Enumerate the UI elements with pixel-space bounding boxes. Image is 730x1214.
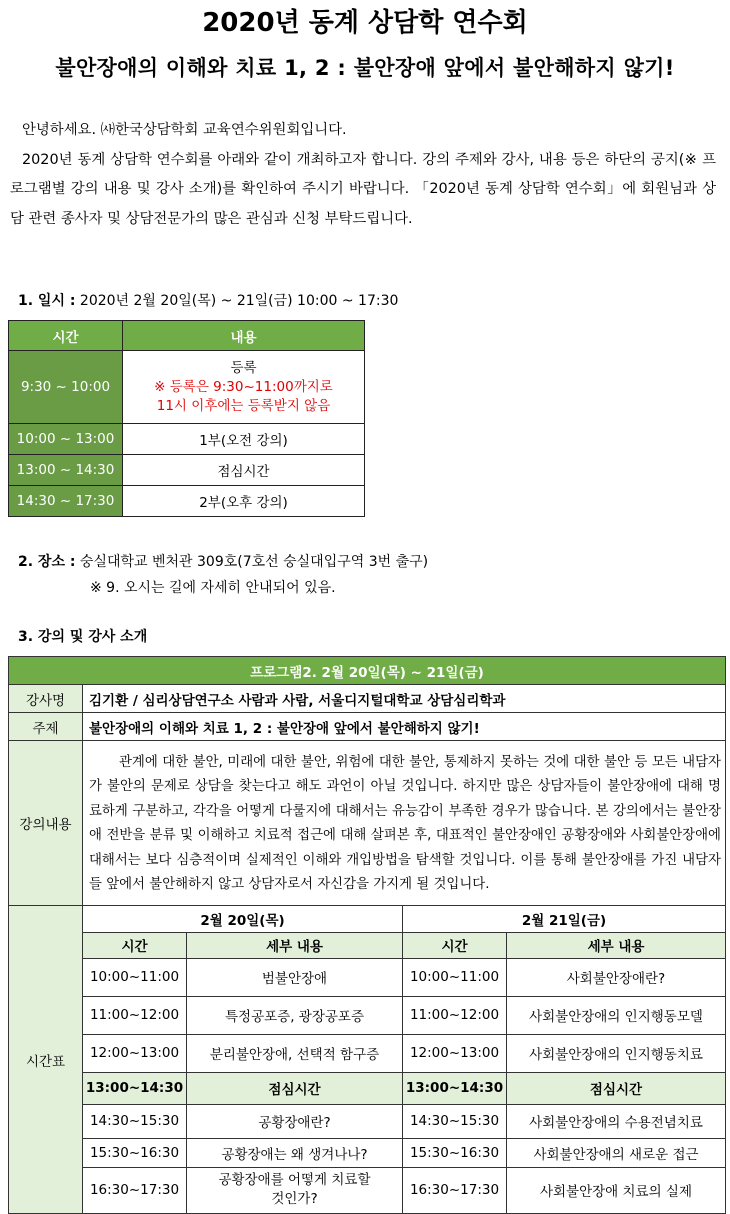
timetable-detail: 공황장애는 왜 생겨나나? (187, 1138, 403, 1167)
timetable-time: 16:30~17:30 (83, 1167, 187, 1213)
schedule-table (8, 320, 365, 517)
timetable-detail: 공황장애란? (187, 1104, 403, 1138)
schedule-note-1: ※ 등록은 9:30~11:00까지로 (154, 378, 333, 395)
intro-body: 2020년 동계 상담학 연수회를 아래와 같이 개최하고자 합니다. 강의 주제와 강사, 내용 등은 하단의 공지(※ 프로그램별 강의 내용 및 강사 소개)를 확인하여 주시기 바랍니다. 「2020년 동계 상담학 연수회」에 회원님과 상담 관련 종사자 및 상담전문가의 많은 관심과 신청 부탁드립니다. (10, 151, 716, 227)
timetable-detail: 사회불안장애의 수용전념치료 (507, 1104, 726, 1138)
timetable-col-time: 시간 (83, 932, 187, 958)
timetable-time: 11:00~12:00 (403, 996, 507, 1034)
timetable-day1: 2월 20일(목) (83, 906, 403, 932)
timetable-col-time: 시간 (403, 932, 507, 958)
timetable-col-detail: 세부 내용 (187, 932, 403, 958)
section-location-note: ※ 9. 오시는 길에 자세히 안내되어 있음. (90, 580, 336, 596)
section-datetime (18, 290, 398, 310)
topic-row (9, 713, 726, 741)
topic-value: 불안장애의 이해와 치료 1, 2 : 불안장애 앞에서 불안해하지 않기! (83, 713, 726, 741)
timetable-col-detail: 세부 내용 (507, 932, 726, 958)
schedule-time: 13:00 ~ 14:30 (9, 455, 123, 486)
timetable-time: 16:30~17:30 (403, 1167, 507, 1213)
timetable-entry (83, 1104, 725, 1138)
schedule-content-main: 등록 (230, 359, 257, 376)
timetable-day2: 2월 21일(금) (403, 906, 726, 932)
schedule-content (123, 351, 365, 424)
section-location-label: 2. 장소 : (18, 554, 76, 570)
content-label: 강의내용 (9, 741, 83, 906)
timetable-entry (83, 1034, 725, 1072)
schedule-row (9, 455, 365, 486)
timetable-col-row (83, 932, 725, 958)
content-row (9, 741, 726, 906)
schedule-content: 점심시간 (123, 455, 365, 486)
schedule-row (9, 486, 365, 517)
timetable-cell (83, 906, 726, 1214)
timetable-time: 11:00~12:00 (83, 996, 187, 1034)
timetable-detail: 점심시간 (187, 1072, 403, 1104)
section-location-value: 숭실대학교 벤처관 309호(7호선 숭실대입구역 3번 출구) (79, 554, 429, 570)
schedule-header-content: 내용 (123, 321, 365, 351)
section-datetime-value: 2020년 2월 20일(목) ~ 21일(금) 10:00 ~ 17:30 (79, 293, 399, 309)
topic-label: 주제 (9, 713, 83, 741)
timetable-day-row (83, 906, 725, 932)
timetable-time: 13:00~14:30 (403, 1072, 507, 1104)
timetable-entry (83, 1138, 725, 1167)
timetable-detail: 사회불안장애 치료의 실제 (507, 1167, 726, 1213)
instructor-row (9, 685, 726, 713)
timetable-time: 14:30~15:30 (403, 1104, 507, 1138)
timetable-detail: 사회불안장애의 새로운 접근 (507, 1138, 726, 1167)
timetable-detail: 사회불안장애의 인지행동모델 (507, 996, 726, 1034)
timetable-detail-line: 공황장애를 어떻게 치료할 (218, 1172, 371, 1189)
timetable-detail: 특정공포증, 광장공포증 (187, 996, 403, 1034)
timetable-entry (83, 1167, 725, 1213)
section-lecture-label: 3. 강의 및 강사 소개 (18, 629, 148, 645)
timetable-time: 12:00~13:00 (83, 1034, 187, 1072)
timetable-row (9, 906, 726, 1214)
schedule-time: 14:30 ~ 17:30 (9, 486, 123, 517)
timetable-time: 15:30~16:30 (403, 1138, 507, 1167)
timetable-detail: 사회불안장애란? (507, 958, 726, 996)
schedule-content: 1부(오전 강의) (123, 424, 365, 455)
timetable-time: 14:30~15:30 (83, 1104, 187, 1138)
schedule-note-2: 11시 이후에는 등록받지 않음 (156, 397, 331, 414)
section-location (18, 551, 428, 571)
schedule-header-row (9, 321, 365, 351)
content-text: 관계에 대한 불안, 미래에 대한 불안, 위험에 대한 불안, 통제하지 못하는 것에 대한 불안 등 모든 내담자가 불안의 문제로 상담을 찾는다고 해도 과언이 아닐 것입니다. 하지만 많은 상담자들이 불안장애에 대해 명료하게 구분하고, 각각을 어떻게 다룰지에 대해서는 유능감이 부족한 경우가 많습니다. 본 강의에서는 불안장애 전반을 분류 및 이해하고 치료적 접근에 대해 살펴본 후, 대표적인 불안장애인 공황장애와 사회불안장애에 대해서는 보다 심층적이며 실제적인 이해와 개입방법을 탐색할 것입니다. 이를 통해 불안장애를 가진 내담자들 앞에서 불안해하지 않고 상담자로서 자신감을 가지게 될 것입니다. (89, 754, 721, 892)
timetable-entry (83, 958, 725, 996)
schedule-row (9, 351, 365, 424)
timetable (83, 906, 725, 1213)
schedule-header-time: 시간 (9, 321, 123, 351)
timetable-detail (187, 1167, 403, 1213)
schedule-content: 2부(오후 강의) (123, 486, 365, 517)
timetable-detail-line: 것인가? (271, 1191, 318, 1208)
schedule-time: 9:30 ~ 10:00 (9, 351, 123, 424)
program-header: 프로그램2. 2월 20일(목) ~ 21일(금) (9, 657, 726, 685)
schedule-row (9, 424, 365, 455)
timetable-time: 13:00~14:30 (83, 1072, 187, 1104)
intro-text (10, 116, 716, 234)
program-header-row (9, 657, 726, 685)
schedule-time: 10:00 ~ 13:00 (9, 424, 123, 455)
content-value (83, 741, 726, 906)
intro-greeting: 안녕하세요. ㈔한국상담학회 교육연수위원회입니다. (22, 122, 347, 138)
timetable-time: 15:30~16:30 (83, 1138, 187, 1167)
timetable-time: 10:00~11:00 (403, 958, 507, 996)
program-table (8, 656, 726, 1214)
timetable-detail: 분리불안장애, 선택적 함구증 (187, 1034, 403, 1072)
instructor-value: 김기환 / 심리상담연구소 사람과 사람, 서울디지털대학교 상담심리학과 (83, 685, 726, 713)
section-lecture-heading (18, 626, 147, 646)
timetable-detail: 사회불안장애의 인지행동치료 (507, 1034, 726, 1072)
page-title: 2020년 동계 상담학 연수회 (202, 8, 528, 38)
section-datetime-label: 1. 일시 : (18, 293, 76, 309)
page-subtitle: 불안장애의 이해와 치료 1, 2 : 불안장애 앞에서 불안해하지 않기! (55, 56, 675, 80)
timetable-label: 시간표 (9, 906, 83, 1214)
instructor-label: 강사명 (9, 685, 83, 713)
timetable-time: 12:00~13:00 (403, 1034, 507, 1072)
timetable-time: 10:00~11:00 (83, 958, 187, 996)
timetable-detail: 점심시간 (507, 1072, 726, 1104)
timetable-entry-lunch (83, 1072, 725, 1104)
timetable-detail: 범불안장애 (187, 958, 403, 996)
timetable-entry (83, 996, 725, 1034)
